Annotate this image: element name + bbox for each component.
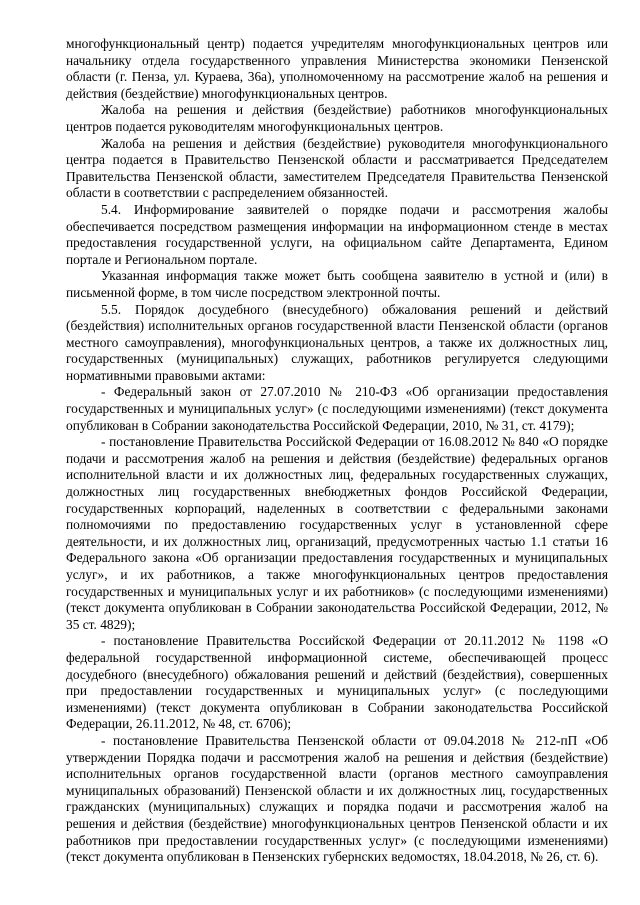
paragraph-section-5-4: 5.4. Информирование заявителей о порядке подачи и рассмотрения жалобы обеспечивается посредством размещения информации на информационном стенде в местах предоставления государственной услуги, на официальном сайте Департамента, Едином портале и Региональном портале.: [66, 201, 608, 267]
paragraph-information-forms: Указанная информация также может быть сообщена заявителю в устной и (или) в письменной форме, в том числе посредством электронной почты.: [66, 268, 608, 300]
paragraph-mfc-complaint-founders: многофункциональный центр) подается учредителям многофункциональных центров или начальнику отдела государственного управления Министерства экономики Пензенской области (г. Пенза, ул. Кураева, 36а), уполномоченному на рассмотрение жалоб на решения и действия (бездействие) многофункциональных центров.: [66, 36, 608, 101]
paragraph-section-5-5: 5.5. Порядок досудебного (внесудебного) обжалования решений и действий (бездействия) исполнительных органов государственной власти Пензенской области (органов местного самоуправления), многофункциональных центров, а также их должностных лиц, государственных (муниципальных) служащих, работников регулируется следующими нормативными правовыми актами:: [66, 301, 608, 383]
list-item-resolution-1198: - постановление Правительства Российской Федерации от 20.11.2012 № 1198 «О федеральной государственной информационной системе, обеспечивающей процесс досудебного (внесудебного) обжалования решений и действий (бездействия), совершенных при предоставлении государственных и муниципальных услуг» (с последующими изменениями) (текст документа опубликован в Собрании законодательства Российской Федерации, 26.11.2012, № 48, ст. 6706);: [66, 633, 608, 732]
list-item-resolution-212-pp: - постановление Правительства Пензенской области от 09.04.2018 № 212-пП «Об утверждении Порядка подачи и рассмотрения жалоб на решения и действия (бездействие) исполнительных органов государственной власти (органов местного самоуправления муниципальных образований) Пензенской области и их должностных лиц, государственных гражданских (муниципальных) служащих и порядка подачи и рассмотрения жалоб на решения и действия (бездействие) многофункциональных центров Пензенской области и их работников при предоставлении государственных услуг» (с последующими изменениями) (текст документа опубликован в Пензенских губернских ведомостях, 18.04.2018, № 26, ст. 6).: [66, 732, 608, 865]
document-page: [66, 36, 608, 866]
paragraph-mfc-workers-complaint: Жалоба на решения и действия (бездействие) работников многофункциональных центров подается руководителям многофункциональных центров.: [66, 102, 608, 134]
paragraph-mfc-head-complaint: Жалоба на решения и действия (бездействие) руководителя многофункционального центра подается в Правительство Пензенской области и рассматривается Председателем Правительства Пензенской области, заместителем Председателя Правительства Пензенской области в соответствии с распределением обязанностей.: [66, 135, 608, 201]
list-item-federal-law-210: - Федеральный закон от 27.07.2010 № 210-ФЗ «Об организации предоставления государственных и муниципальных услуг» (с последующими изменениями) (текст документа опубликован в Собрании законодательства Российской Федерации, 2010, № 31, ст. 4179);: [66, 384, 608, 433]
list-item-resolution-840: - постановление Правительства Российской Федерации от 16.08.2012 № 840 «О порядке подачи и рассмотрения жалоб на решения и действия (бездействие) федеральных органов исполнительной власти и их должностных лиц, федеральных государственных служащих, должностных лиц государственных внебюджетных фондов Российской Федерации, государственных корпораций, наделенных в соответствии с федеральными законами полномочиями по предоставлению государственных услуг в установленной сфере деятельности, и их должностных лиц, организаций, предусмотренных частью 1.1 статьи 16 Федерального закона «Об организации предоставления государственных и муниципальных услуг», и их работников, а также многофункциональных центров предоставления государственных и муниципальных услуг и их работников» (с последующими изменениями) (текст документа опубликован в Собрании законодательства Российской Федерации, 2012, № 35 ст. 4829);: [66, 434, 608, 632]
